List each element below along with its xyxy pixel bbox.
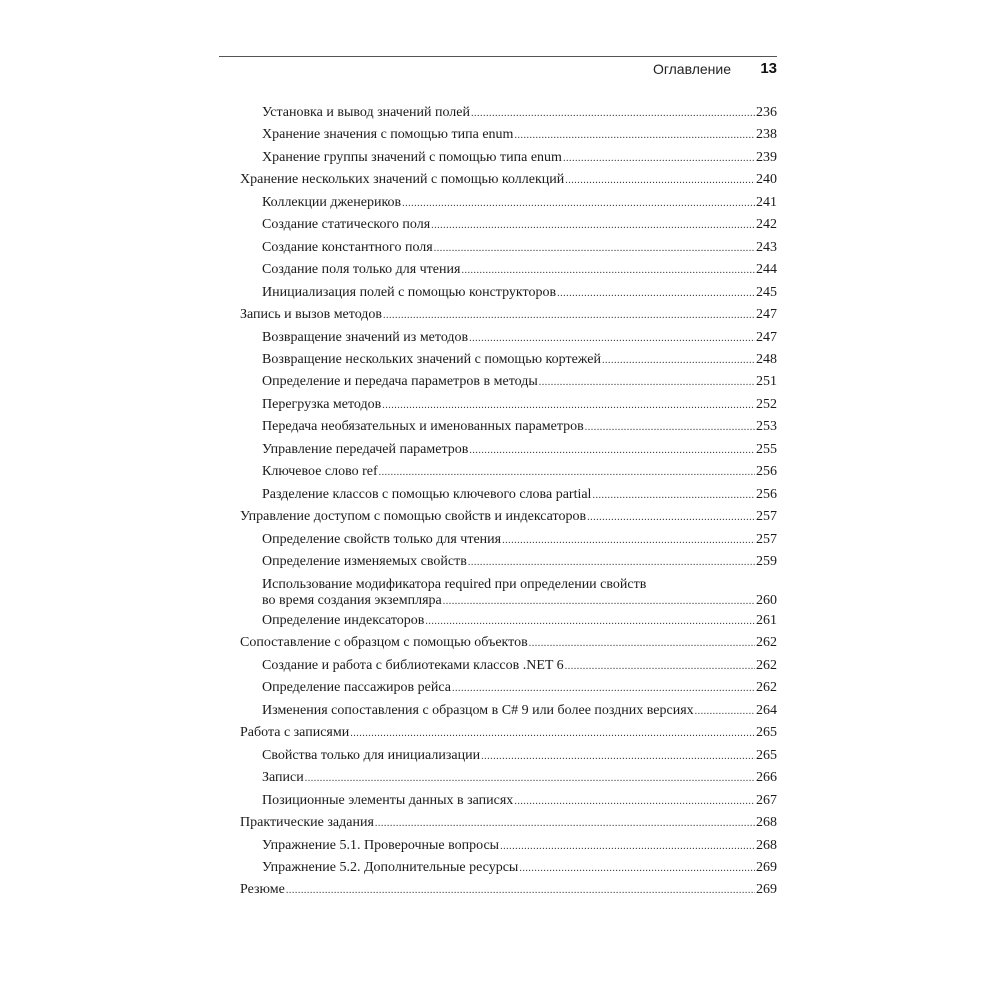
toc-subsection-entry[interactable] xyxy=(240,147,777,169)
toc-entry-title: Упражнение 5.1. Проверочные вопросы xyxy=(262,837,500,853)
toc-entry-page: 268 xyxy=(756,815,777,831)
toc-entry-page: 267 xyxy=(756,792,777,808)
toc-entry-title: Перегрузка методов xyxy=(262,396,382,412)
dot-leader xyxy=(379,462,755,484)
toc-entry-title: Записи xyxy=(262,770,304,786)
toc-entry-page: 247 xyxy=(756,329,777,345)
toc-entry-title: Создание и работа с библиотеками классов .NET 6 xyxy=(262,657,564,673)
toc-entry-page: 244 xyxy=(756,262,777,278)
toc-section-entry[interactable] xyxy=(240,812,777,834)
toc-subsection-entry[interactable] xyxy=(240,439,777,461)
toc-subsection-entry[interactable] xyxy=(240,835,777,857)
toc-subsection-entry[interactable] xyxy=(240,192,777,214)
toc-subsection-entry[interactable] xyxy=(240,857,777,879)
toc-entry-page: 262 xyxy=(756,635,777,651)
toc-entry-page: 257 xyxy=(756,509,777,525)
toc-entry-title: Возвращение значений из методов xyxy=(262,329,469,345)
dot-leader xyxy=(452,678,755,700)
toc-entry-title: Создание статического поля xyxy=(262,217,431,233)
toc-entry-page: 260 xyxy=(756,592,777,608)
toc-subsection-entry[interactable] xyxy=(240,790,777,812)
toc-entry-page: 269 xyxy=(756,859,777,875)
dot-leader xyxy=(468,552,755,574)
dot-leader xyxy=(469,328,755,350)
toc-entry-title: Запись и вызов методов xyxy=(240,307,383,323)
toc-entry-page: 239 xyxy=(756,149,777,165)
toc-subsection-entry[interactable] xyxy=(240,214,777,236)
toc-entry-title: Хранение значения с помощью типа enum xyxy=(262,127,514,143)
toc-subsection-entry[interactable] xyxy=(240,371,777,393)
toc-entry-title: Хранение группы значений с помощью типа enum xyxy=(262,149,562,165)
toc-section-entry[interactable] xyxy=(240,879,777,901)
toc-entry-page: 269 xyxy=(756,882,777,898)
toc-entry-page: 266 xyxy=(756,770,777,786)
toc-entry-page: 242 xyxy=(756,217,777,233)
toc-entry-page: 240 xyxy=(756,172,777,188)
toc-entry-title: Упражнение 5.2. Дополнительные ресурсы xyxy=(262,859,519,875)
toc-entry-title: Позиционные элементы данных в записях xyxy=(262,792,514,808)
toc-subsection-entry[interactable] xyxy=(240,529,777,551)
toc-entry-title: Передача необязательных и именованных параметров xyxy=(262,419,584,435)
running-header xyxy=(219,56,777,81)
dot-leader xyxy=(375,813,755,835)
toc-subsection-entry[interactable] xyxy=(240,461,777,483)
toc-subsection-entry[interactable] xyxy=(240,349,777,371)
header-page-number: 13 xyxy=(760,60,777,77)
dot-leader xyxy=(481,746,755,768)
toc-subsection-entry[interactable] xyxy=(240,745,777,767)
toc-subsection-entry[interactable] xyxy=(240,237,777,259)
toc-entry-page: 264 xyxy=(756,702,777,718)
toc-entry-page: 259 xyxy=(756,554,777,570)
dot-leader xyxy=(382,395,755,417)
toc-entry-title: Установка и вывод значений полей xyxy=(262,105,471,120)
dot-leader xyxy=(514,791,755,813)
dot-leader xyxy=(500,836,755,858)
toc-entry-title: Практические задания xyxy=(240,815,374,831)
toc-entry-page: 265 xyxy=(756,747,777,763)
dot-leader xyxy=(565,170,755,192)
dot-leader xyxy=(469,440,755,462)
dot-leader xyxy=(585,417,755,439)
toc-subsection-entry[interactable] xyxy=(240,767,777,789)
toc-subsection-entry[interactable] xyxy=(240,124,777,146)
dot-leader xyxy=(519,858,755,880)
toc-entry-page: 256 xyxy=(756,464,777,480)
toc-entry-title: Ключевое слово ref xyxy=(262,464,378,480)
toc-subsection-entry[interactable] xyxy=(240,655,777,677)
dot-leader xyxy=(565,656,755,678)
toc-entry-title: Определение изменяемых свойств xyxy=(262,554,467,570)
toc-entry-page: 236 xyxy=(756,105,777,120)
toc-entry-page: 262 xyxy=(756,657,777,673)
dot-leader xyxy=(539,372,755,394)
toc-entry-title: Работа с записями xyxy=(240,725,350,741)
toc-entry-page: 251 xyxy=(756,374,777,390)
dot-leader xyxy=(587,507,755,529)
toc-subsection-entry[interactable] xyxy=(240,610,777,632)
toc-entry-page: 243 xyxy=(756,239,777,255)
toc-subsection-entry[interactable] xyxy=(240,282,777,304)
toc-entry-title: Коллекции дженериков xyxy=(262,194,402,210)
toc-entry-page: 248 xyxy=(756,351,777,367)
toc-subsection-entry[interactable] xyxy=(240,551,777,573)
toc-entry-title: Определение и передача параметров в методы xyxy=(262,374,538,390)
toc-entry-title: Создание поля только для чтения xyxy=(262,262,461,278)
header-title: Оглавление xyxy=(652,61,731,77)
toc-subsection-entry[interactable] xyxy=(240,259,777,281)
toc-entry-page: 241 xyxy=(756,194,777,210)
toc-entry[interactable] xyxy=(240,574,777,610)
dot-leader xyxy=(563,148,755,170)
toc-entry-page: 255 xyxy=(756,441,777,457)
toc-entry-page: 261 xyxy=(756,612,777,628)
toc-subsection-entry[interactable] xyxy=(240,677,777,699)
toc-entry-title: Разделение классов с помощью ключевого слова partial xyxy=(262,486,592,502)
dot-leader xyxy=(461,260,755,282)
toc-entry-title: Свойства только для инициализации xyxy=(262,747,481,763)
toc-entry-title: Определение свойств только для чтения xyxy=(262,531,502,547)
dot-leader xyxy=(529,633,755,655)
toc-entry-title: Определение индексаторов xyxy=(262,612,425,628)
dot-leader xyxy=(695,701,755,723)
toc-entry-title-line1: Использование модификатора required при определении свойств xyxy=(262,576,647,592)
toc-section-entry[interactable] xyxy=(240,506,777,528)
toc-section-entry[interactable] xyxy=(240,632,777,654)
toc-entry-page: 245 xyxy=(756,284,777,300)
dot-leader xyxy=(350,723,755,745)
dot-leader xyxy=(557,283,755,305)
toc-section-entry[interactable] xyxy=(240,304,777,326)
toc-subsection-entry[interactable] xyxy=(240,102,777,124)
dot-leader xyxy=(471,103,755,125)
toc-entry-title: Инициализация полей с помощью конструкторов xyxy=(262,284,557,300)
toc-entry-page: 268 xyxy=(756,837,777,853)
toc-subsection-entry[interactable] xyxy=(240,484,777,506)
toc-entry-page: 252 xyxy=(756,396,777,412)
toc-entry-title: Возвращение нескольких значений с помощью кортежей xyxy=(262,351,601,367)
table-of-contents xyxy=(240,102,777,902)
toc-entry-title: Изменения сопоставления с образцом в C# 9 или более поздних версиях xyxy=(262,702,694,718)
toc-section-entry[interactable] xyxy=(240,169,777,191)
toc-entry-page: 257 xyxy=(756,531,777,547)
dot-leader xyxy=(514,125,755,147)
toc-entry-page: 238 xyxy=(756,127,777,143)
toc-entry-title: Хранение нескольких значений с помощью коллекций xyxy=(240,172,565,188)
toc-entry-page: 256 xyxy=(756,486,777,502)
dot-leader xyxy=(602,350,755,372)
dot-leader xyxy=(402,193,755,215)
dot-leader xyxy=(305,768,755,790)
toc-entry-title: Определение пассажиров рейса xyxy=(262,680,451,696)
toc-entry-title: Создание константного поля xyxy=(262,239,433,255)
toc-entry-title: Управление передачей параметров xyxy=(262,441,469,457)
dot-leader xyxy=(383,305,755,327)
dot-leader xyxy=(434,238,755,260)
toc-entry-title: Сопоставление с образцом с помощью объектов xyxy=(240,635,528,651)
toc-entry-title-line2: во время создания экземпляра xyxy=(262,592,442,608)
dot-leader xyxy=(502,530,755,552)
dot-leader xyxy=(425,611,755,633)
toc-subsection-entry[interactable] xyxy=(240,394,777,416)
toc-entry-title: Резюме xyxy=(240,882,285,898)
dot-leader xyxy=(431,215,755,237)
toc-entry-title: Управление доступом с помощью свойств и индексаторов xyxy=(240,509,587,525)
dot-leader xyxy=(592,485,755,507)
dot-leader xyxy=(443,593,755,611)
dot-leader xyxy=(286,880,755,902)
toc-subsection-entry[interactable] xyxy=(240,700,777,722)
toc-entry-page: 247 xyxy=(756,307,777,323)
toc-subsection-entry[interactable] xyxy=(240,327,777,349)
toc-entry-page: 262 xyxy=(756,680,777,696)
toc-section-entry[interactable] xyxy=(240,722,777,744)
toc-entry-page: 253 xyxy=(756,419,777,435)
toc-entry-page: 265 xyxy=(756,725,777,741)
toc-subsection-entry[interactable] xyxy=(240,416,777,438)
